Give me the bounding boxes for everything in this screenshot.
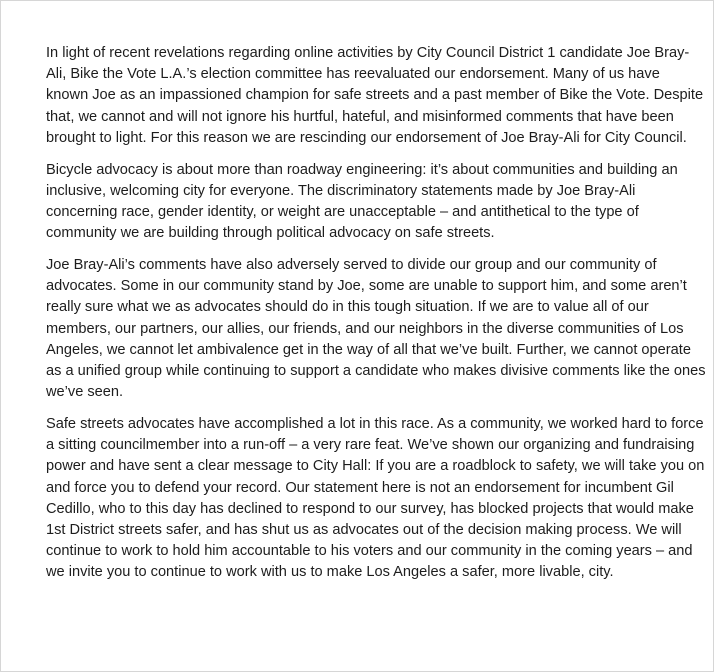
paragraph-bicycle-advocacy: Bicycle advocacy is about more than roadway engineering: it’s about communities and building an inclusive, welcoming city for everyone. The discriminatory statements made by Joe Bray-Ali concerning race, gender identity, or weight are unacceptable – and antithetical to the type of community we are building through political advocacy on safe streets.: [46, 161, 678, 242]
statement-body: [46, 43, 706, 594]
paragraph-rescinding-endorsement: In light of recent revelations regarding online activities by City Council District 1 candidate Joe Bray-Ali, Bike the Vote L.A.’s election committee has reevaluated our endorsement. Many of us have known Joe as an impassioned champion for safe streets and a past member of Bike the Vote. Despite that, we cannot and will not ignore his hurtful, hateful, and misinformed comments that have been brought to light. For this reason we are rescinding our endorsement of Joe Bray-Ali for City Council.: [46, 45, 704, 146]
paragraph-divided-community: Joe Bray-Ali’s comments have also adversely served to divide our group and our community of advocates. Some in our community stand by Joe, some are unable to support him, and some aren’t really sure what we as advocates should do in this tough situation. If we are to value all of our members, our partners, our allies, our friends, and our neighbors in the diverse communities of Los Angeles, we cannot let ambivalence get in the way of all that we’ve built. Further, we cannot operate as a unified group while continuing to support a candidate who makes divisive comments like the ones we’ve seen.: [46, 257, 706, 401]
paragraph-safe-streets-accomplishments: Safe streets advocates have accomplished a lot in this race. As a community, we worked hard to force a sitting councilmember into a run-off – a very rare feat. We’ve shown our organizing and fundraising power and have sent a clear message to City Hall: If you are a roadblock to safety, we will take you on and force you to defend your record. Our statement here is not an endorsement for incumbent Gil Cedillo, who to this day has declined to respond to our survey, has blocked projects that would make 1st District streets safer, and has shut us as advocates out of the decision making process. We will continue to work to hold him accountable to his voters and our community in the coming years – and we invite you to continue to work with us to make Los Angeles a safer, more livable, city.: [46, 416, 705, 581]
